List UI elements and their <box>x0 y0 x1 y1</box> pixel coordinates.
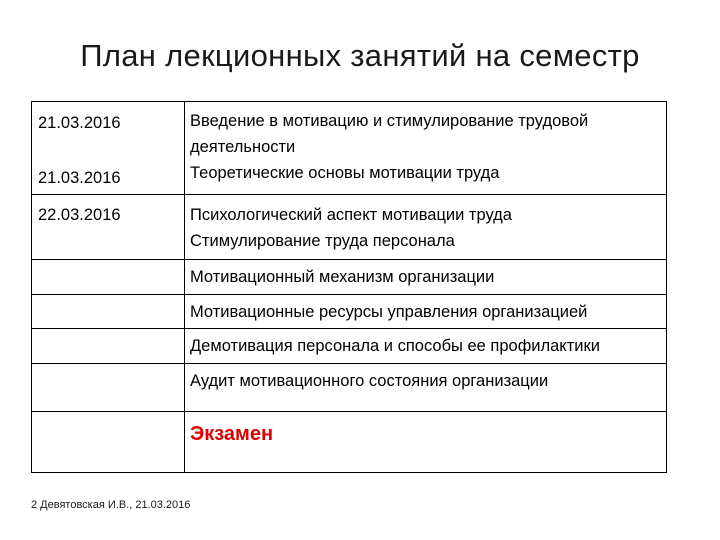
table-row <box>32 329 667 364</box>
date-cell <box>32 260 185 295</box>
slide-title: План лекционных занятий на семестр <box>80 38 640 73</box>
table-row <box>32 102 667 195</box>
topic-text: Теоретические основы мотивации труда <box>190 164 500 182</box>
topic-cell <box>185 260 667 295</box>
date-value <box>32 412 184 438</box>
date-value <box>32 364 184 390</box>
topic-cell <box>185 102 667 195</box>
topic-cell <box>185 364 667 412</box>
topic-cell <box>185 295 667 329</box>
date-value <box>32 260 184 286</box>
table-row <box>32 364 667 412</box>
date-value: 21.03.2016 <box>38 114 121 132</box>
table-row <box>32 260 667 295</box>
date-cell <box>32 102 185 195</box>
topic-text: Психологический аспект мотивации труда <box>190 206 512 224</box>
date-cell <box>32 412 185 473</box>
topic-text: Аудит мотивационного состояния организации <box>190 372 549 390</box>
date-cell <box>32 364 185 412</box>
date-cell <box>32 195 185 260</box>
exam-label: Экзамен <box>190 423 274 445</box>
date-value: 21.03.2016 <box>38 169 121 187</box>
date-value <box>32 228 184 254</box>
table-row <box>32 195 667 260</box>
topic-text: Демотивация персонала и способы ее профилактики <box>190 337 600 355</box>
date-value <box>32 329 184 355</box>
table-row <box>32 412 667 473</box>
topic-cell <box>185 329 667 364</box>
table-row <box>32 295 667 329</box>
date-cell <box>32 329 185 364</box>
topic-text: Стимулирование труда персонала <box>190 232 455 250</box>
date-cell <box>32 295 185 329</box>
date-value <box>32 295 184 321</box>
topic-text: Мотивационные ресурсы управления организацией <box>190 303 588 321</box>
topic-cell <box>185 195 667 260</box>
topic-cell <box>185 412 667 473</box>
lecture-schedule-table <box>31 101 667 473</box>
topic-text: Мотивационный механизм организации <box>190 268 495 286</box>
slide-footer: 2 Девятовская И.В., 21.03.2016 <box>31 499 191 511</box>
date-value: 22.03.2016 <box>38 206 121 224</box>
topic-text: Введение в мотивацию и стимулирование трудовой деятельности <box>190 112 589 156</box>
